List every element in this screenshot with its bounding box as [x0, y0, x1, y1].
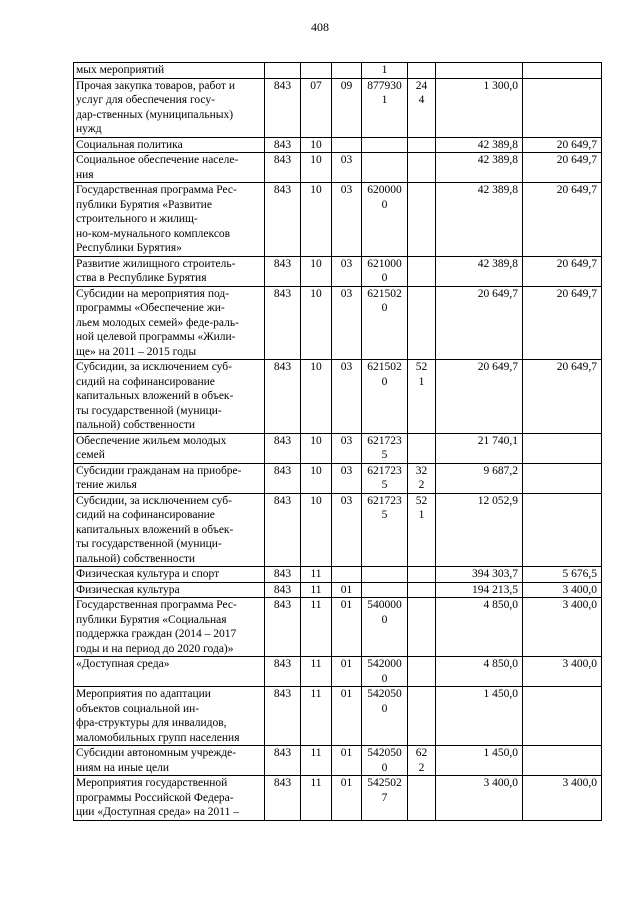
amount-1-cell: 21 740,1 — [436, 433, 523, 463]
amount-1-cell: 394 303,7 — [436, 567, 523, 583]
amount-2-cell: 3 400,0 — [523, 657, 602, 687]
amount-1-cell: 42 389,8 — [436, 137, 523, 153]
subsection-cell: 09 — [332, 78, 362, 137]
target-article-cell — [362, 582, 408, 598]
target-article-cell — [362, 153, 408, 183]
table-row — [74, 433, 602, 463]
target-article-cell: 540000 0 — [362, 598, 408, 657]
table-row — [74, 687, 602, 746]
grbs-cell: 843 — [265, 746, 301, 776]
grbs-cell: 843 — [265, 256, 301, 286]
amount-1-cell: 12 052,9 — [436, 493, 523, 567]
budget-table — [73, 62, 602, 821]
amount-2-cell: 20 649,7 — [523, 137, 602, 153]
table-row — [74, 286, 602, 360]
expense-type-cell: 62 2 — [408, 746, 436, 776]
target-article-cell: 1 — [362, 63, 408, 79]
amount-2-cell: 3 400,0 — [523, 598, 602, 657]
target-article-cell: 621723 5 — [362, 463, 408, 493]
table-row — [74, 137, 602, 153]
page-number: 408 — [311, 20, 329, 34]
target-article-cell: 621723 5 — [362, 433, 408, 463]
subsection-cell: 01 — [332, 598, 362, 657]
table-row — [74, 746, 602, 776]
amount-1-cell: 42 389,8 — [436, 153, 523, 183]
target-article-cell: 621723 5 — [362, 493, 408, 567]
grbs-cell: 843 — [265, 286, 301, 360]
subsection-cell — [332, 137, 362, 153]
grbs-cell: 843 — [265, 433, 301, 463]
expense-type-cell — [408, 63, 436, 79]
expense-type-cell — [408, 183, 436, 257]
name-cell: «Доступная среда» — [74, 657, 265, 687]
table-row — [74, 63, 602, 79]
amount-2-cell — [523, 493, 602, 567]
target-article-cell — [362, 567, 408, 583]
grbs-cell: 843 — [265, 153, 301, 183]
amount-1-cell: 20 649,7 — [436, 286, 523, 360]
amount-2-cell — [523, 746, 602, 776]
section-cell: 11 — [301, 746, 332, 776]
name-cell: Субсидии, за исключением суб- сидий на софинансирование капитальных вложений в объек- ты государственной (муници- пальной) собственности — [74, 493, 265, 567]
table-row — [74, 598, 602, 657]
name-cell: Субсидии автономным учрежде- ниям на иные цели — [74, 746, 265, 776]
section-cell: 10 — [301, 183, 332, 257]
expense-type-cell — [408, 687, 436, 746]
amount-1-cell: 4 850,0 — [436, 598, 523, 657]
grbs-cell: 843 — [265, 598, 301, 657]
name-cell: Государственная программа Рес- публики Бурятия «Социальная поддержка граждан (2014 – 2017 годы и на период до 2020 года)» — [74, 598, 265, 657]
amount-1-cell: 20 649,7 — [436, 360, 523, 434]
name-cell: Государственная программа Рес- публики Бурятия «Развитие строительного и жилищ- но-ком-мунального комплексов Республики Бурятия» — [74, 183, 265, 257]
target-article-cell: 621502 0 — [362, 286, 408, 360]
amount-2-cell: 5 676,5 — [523, 567, 602, 583]
subsection-cell: 03 — [332, 153, 362, 183]
subsection-cell: 03 — [332, 183, 362, 257]
expense-type-cell: 24 4 — [408, 78, 436, 137]
name-cell: Субсидии на мероприятия под- программы «Обеспечение жи- льем молодых семей» феде-раль- ной целевой программы «Жили- ще» на 2011 – 2015 годы — [74, 286, 265, 360]
table-row — [74, 360, 602, 434]
table-row — [74, 582, 602, 598]
section-cell: 11 — [301, 582, 332, 598]
target-article-cell: 542000 0 — [362, 657, 408, 687]
table-row — [74, 776, 602, 821]
name-cell: Социальная политика — [74, 137, 265, 153]
section-cell: 11 — [301, 598, 332, 657]
expense-type-cell — [408, 598, 436, 657]
expense-type-cell: 32 2 — [408, 463, 436, 493]
amount-2-cell — [523, 78, 602, 137]
subsection-cell: 01 — [332, 657, 362, 687]
name-cell: Физическая культура и спорт — [74, 567, 265, 583]
expense-type-cell — [408, 256, 436, 286]
target-article-cell: 542502 7 — [362, 776, 408, 821]
subsection-cell: 01 — [332, 776, 362, 821]
expense-type-cell — [408, 582, 436, 598]
grbs-cell: 843 — [265, 657, 301, 687]
expense-type-cell — [408, 776, 436, 821]
section-cell: 11 — [301, 776, 332, 821]
table-body — [74, 63, 602, 821]
section-cell: 07 — [301, 78, 332, 137]
subsection-cell — [332, 63, 362, 79]
subsection-cell: 03 — [332, 493, 362, 567]
grbs-cell: 843 — [265, 687, 301, 746]
grbs-cell: 843 — [265, 78, 301, 137]
name-cell: Социальное обеспечение населе- ния — [74, 153, 265, 183]
amount-1-cell: 42 389,8 — [436, 183, 523, 257]
section-cell — [301, 63, 332, 79]
grbs-cell: 843 — [265, 582, 301, 598]
amount-1-cell — [436, 63, 523, 79]
amount-1-cell: 4 850,0 — [436, 657, 523, 687]
section-cell: 10 — [301, 493, 332, 567]
name-cell: Мероприятия по адаптации объектов социальной ин- фра-структуры для инвалидов, маломобильных групп населения — [74, 687, 265, 746]
grbs-cell: 843 — [265, 567, 301, 583]
section-cell: 11 — [301, 657, 332, 687]
amount-1-cell: 1 300,0 — [436, 78, 523, 137]
amount-1-cell: 3 400,0 — [436, 776, 523, 821]
amount-2-cell: 20 649,7 — [523, 286, 602, 360]
amount-2-cell: 3 400,0 — [523, 582, 602, 598]
amount-1-cell: 9 687,2 — [436, 463, 523, 493]
table-row — [74, 78, 602, 137]
expense-type-cell — [408, 153, 436, 183]
amount-1-cell: 42 389,8 — [436, 256, 523, 286]
section-cell: 10 — [301, 360, 332, 434]
name-cell: Прочая закупка товаров, работ и услуг для обеспечения госу- дар-ственных (муниципальных) нужд — [74, 78, 265, 137]
subsection-cell: 03 — [332, 256, 362, 286]
amount-1-cell: 194 213,5 — [436, 582, 523, 598]
subsection-cell: 01 — [332, 746, 362, 776]
target-article-cell: 621000 0 — [362, 256, 408, 286]
expense-type-cell — [408, 286, 436, 360]
name-cell: Обеспечение жильем молодых семей — [74, 433, 265, 463]
expense-type-cell: 52 1 — [408, 493, 436, 567]
target-article-cell: 877930 1 — [362, 78, 408, 137]
grbs-cell: 843 — [265, 360, 301, 434]
expense-type-cell — [408, 567, 436, 583]
section-cell: 11 — [301, 687, 332, 746]
target-article-cell: 621502 0 — [362, 360, 408, 434]
expense-type-cell — [408, 137, 436, 153]
section-cell: 10 — [301, 137, 332, 153]
table-row — [74, 183, 602, 257]
name-cell: Субсидии гражданам на приобре- тение жилья — [74, 463, 265, 493]
expense-type-cell — [408, 657, 436, 687]
subsection-cell — [332, 567, 362, 583]
section-cell: 10 — [301, 463, 332, 493]
name-cell: Развитие жилищного строитель- ства в Республике Бурятия — [74, 256, 265, 286]
grbs-cell: 843 — [265, 493, 301, 567]
subsection-cell: 01 — [332, 582, 362, 598]
grbs-cell: 843 — [265, 183, 301, 257]
target-article-cell: 542050 0 — [362, 687, 408, 746]
grbs-cell — [265, 63, 301, 79]
amount-2-cell: 20 649,7 — [523, 360, 602, 434]
table-row — [74, 256, 602, 286]
name-cell: мых мероприятий — [74, 63, 265, 79]
amount-2-cell — [523, 63, 602, 79]
amount-2-cell — [523, 463, 602, 493]
amount-2-cell — [523, 687, 602, 746]
table-row — [74, 567, 602, 583]
name-cell: Физическая культура — [74, 582, 265, 598]
expense-type-cell — [408, 433, 436, 463]
amount-2-cell: 20 649,7 — [523, 183, 602, 257]
subsection-cell: 03 — [332, 360, 362, 434]
grbs-cell: 843 — [265, 137, 301, 153]
amount-2-cell: 3 400,0 — [523, 776, 602, 821]
target-article-cell: 542050 0 — [362, 746, 408, 776]
amount-1-cell: 1 450,0 — [436, 687, 523, 746]
amount-2-cell: 20 649,7 — [523, 153, 602, 183]
subsection-cell: 01 — [332, 687, 362, 746]
target-article-cell — [362, 137, 408, 153]
table-row — [74, 153, 602, 183]
subsection-cell: 03 — [332, 463, 362, 493]
amount-2-cell: 20 649,7 — [523, 256, 602, 286]
expense-type-cell: 52 1 — [408, 360, 436, 434]
name-cell: Субсидии, за исключением суб- сидий на софинансирование капитальных вложений в объек- ты государственной (муници- пальной) собственности — [74, 360, 265, 434]
amount-1-cell: 1 450,0 — [436, 746, 523, 776]
amount-2-cell — [523, 433, 602, 463]
section-cell: 11 — [301, 567, 332, 583]
target-article-cell: 620000 0 — [362, 183, 408, 257]
subsection-cell: 03 — [332, 286, 362, 360]
section-cell: 10 — [301, 286, 332, 360]
table-row — [74, 493, 602, 567]
grbs-cell: 843 — [265, 463, 301, 493]
grbs-cell: 843 — [265, 776, 301, 821]
section-cell: 10 — [301, 433, 332, 463]
section-cell: 10 — [301, 256, 332, 286]
table-row — [74, 463, 602, 493]
table-row — [74, 657, 602, 687]
section-cell: 10 — [301, 153, 332, 183]
subsection-cell: 03 — [332, 433, 362, 463]
name-cell: Мероприятия государственной программы Российской Федера- ции «Доступная среда» на 2011 – — [74, 776, 265, 821]
